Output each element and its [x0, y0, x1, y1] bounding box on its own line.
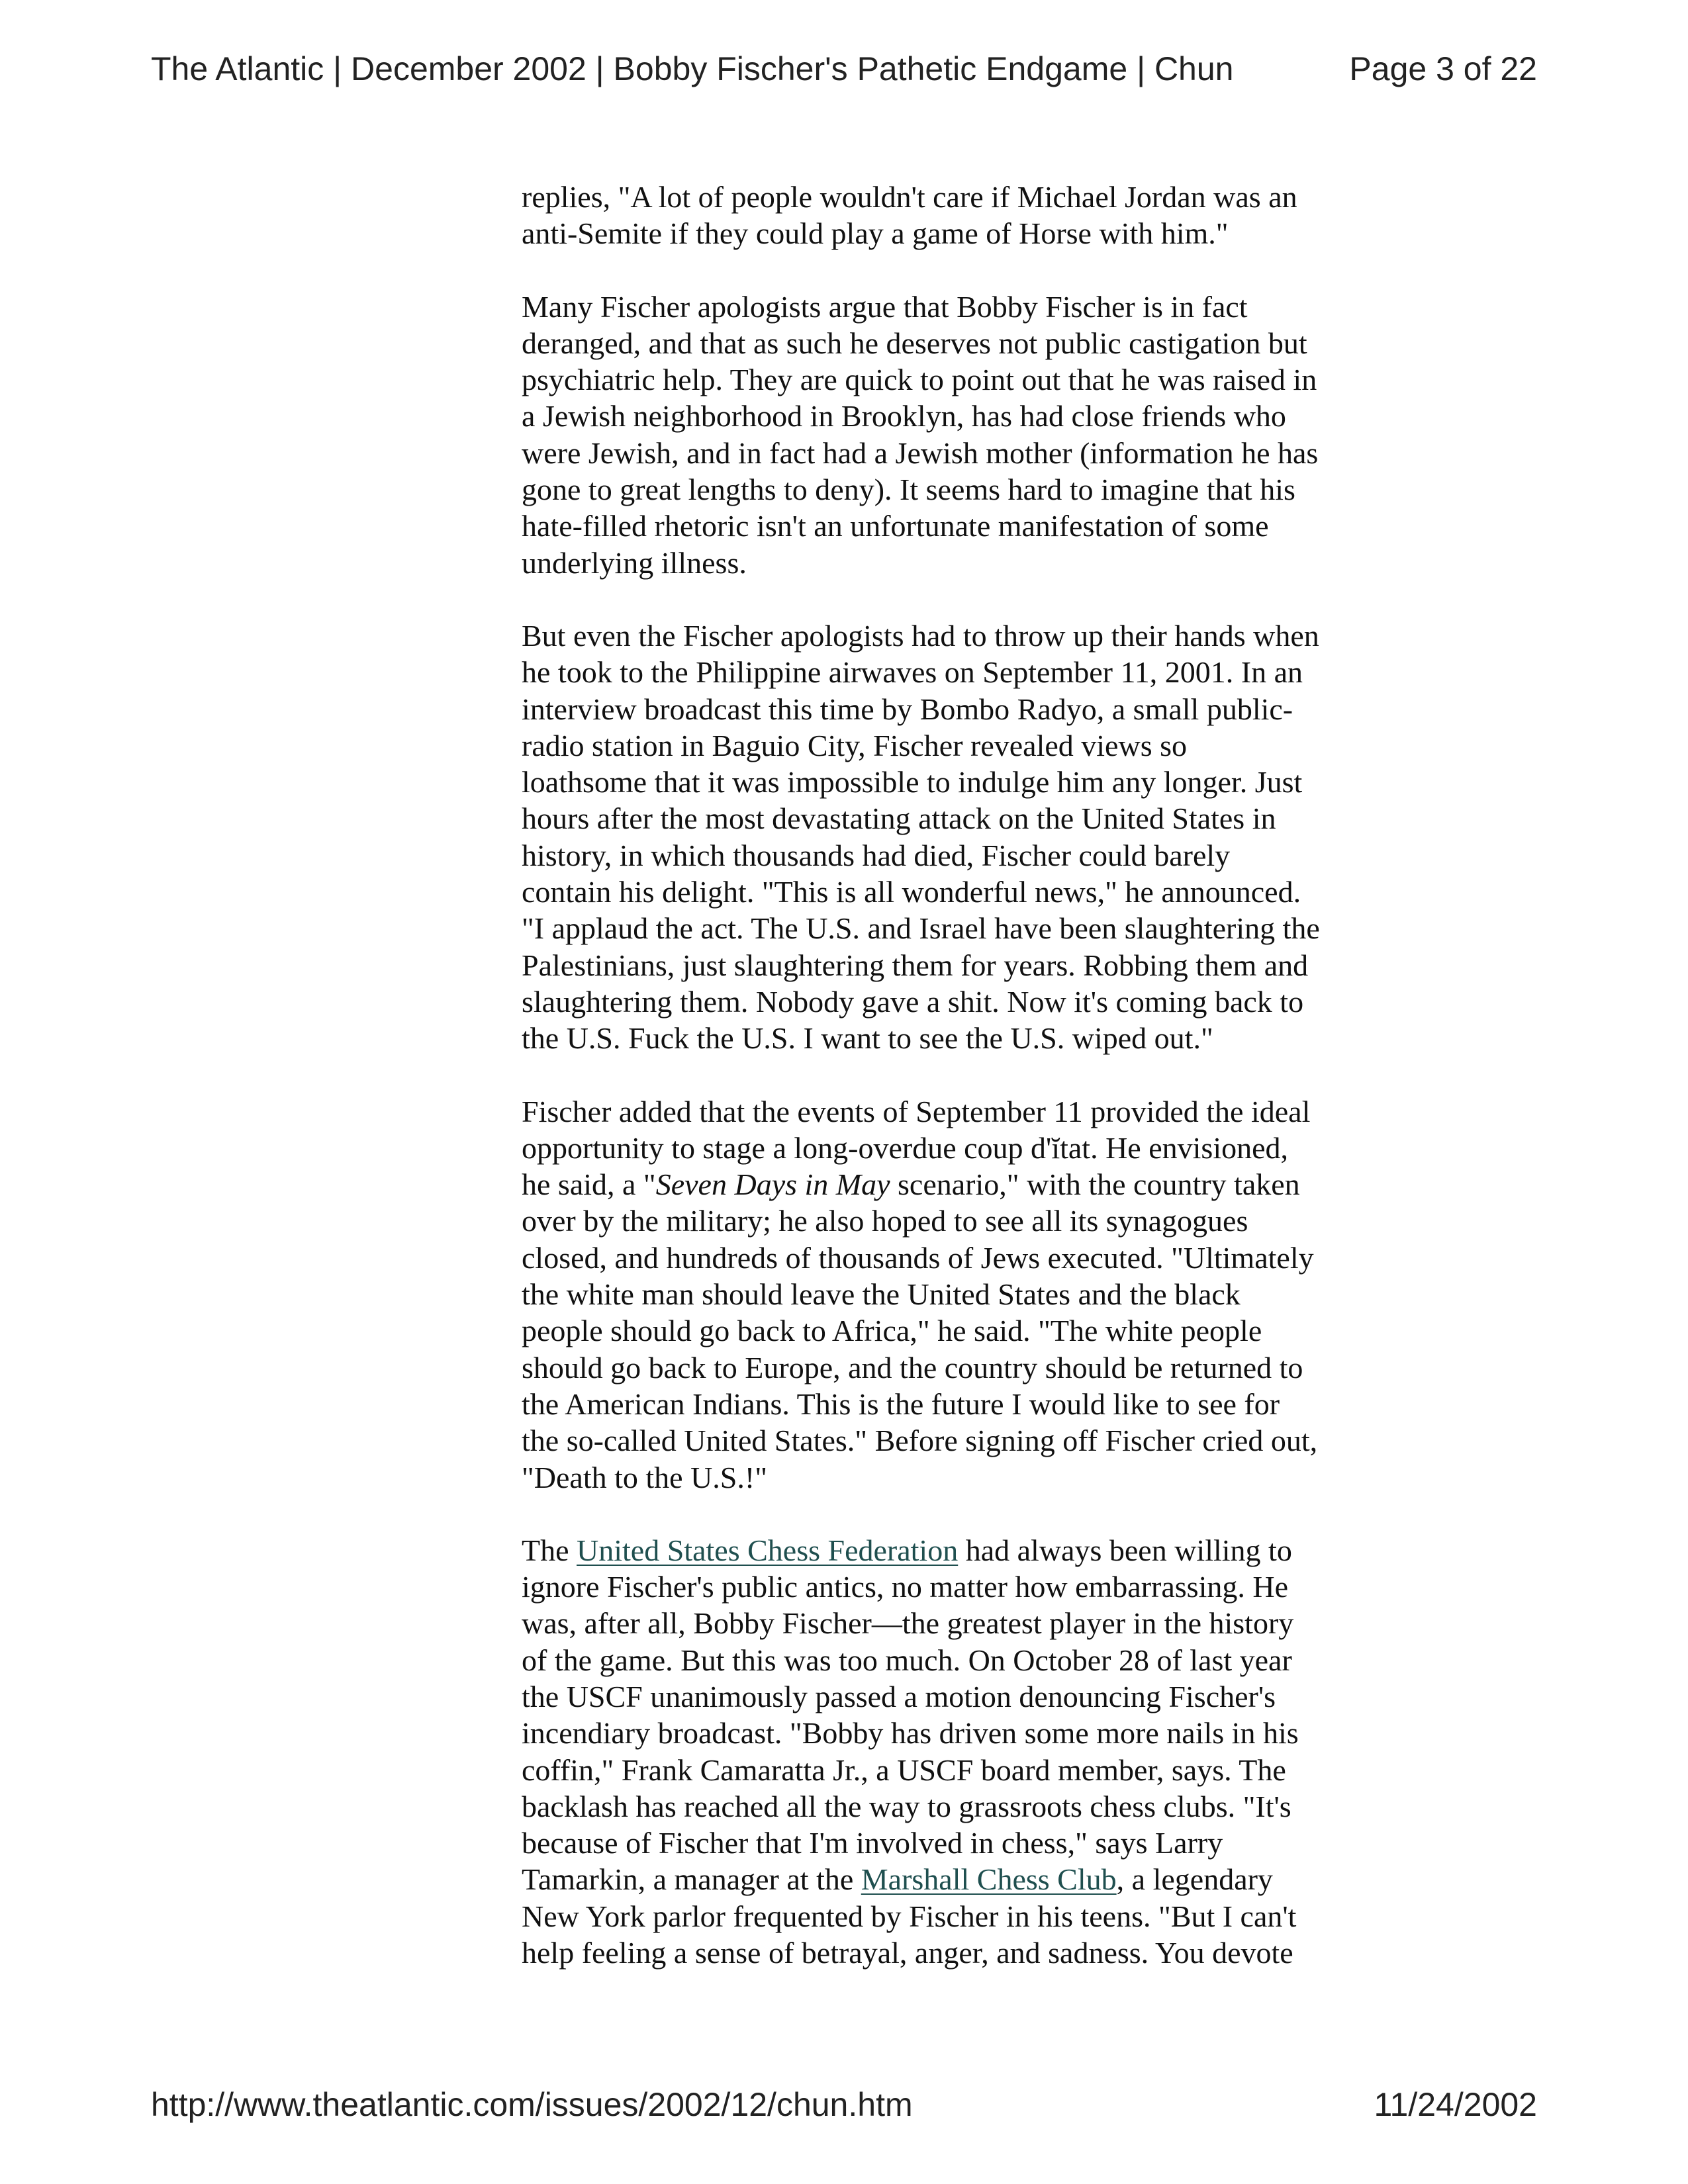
- page-number: Page 3 of 22: [1349, 50, 1537, 87]
- paragraph-4-text-b: scenario," with the country taken over by the military; he also hoped to see all its synagogues closed, and hundreds of thousands of Jews executed. "Ultimately the white man should leave the United States and the black people should go back to Africa," he said. "The white people should go back to Europe, and the country should be returned to the American Indians. This is the future I would like to see for the so-called United States." Before signing off Fischer cried out, "Death to the U.S.!": [522, 1167, 1318, 1494]
- paragraph-5-text-b: had always been willing to ignore Fischer's public antics, no matter how embarrassing. He was, after all, Bobby Fischer—the greatest player in the history of the game. But this was too much. On October 28 of last year the USCF unanimously passed a motion denouncing Fischer's incendiary broadcast. "Bobby has driven some more nails in his coffin," Frank Camaratta Jr., a USCF board member, says. The backlash has reached all the way to grassroots chess clubs. "It's because of Fischer that I'm involved in chess," says Larry Tamarkin, a manager at the: [522, 1533, 1299, 1897]
- paragraph-4-text-a: Fischer added that the events of September 11 provided the ideal opportunity to stage a long-overdue coup d'ĭtat. He envisioned, he said, a ": [522, 1094, 1311, 1202]
- article-body: [522, 179, 1409, 1971]
- film-title: Seven Days in May: [655, 1167, 890, 1202]
- header-title: The Atlantic | December 2002 | Bobby Fischer's Pathetic Endgame | Chun: [151, 50, 1234, 87]
- uscf-link[interactable]: United States Chess Federation: [577, 1533, 959, 1567]
- paragraph-1: replies, "A lot of people wouldn't care if Michael Jordan was an anti-Semite if they could play a game of Horse with him.": [522, 180, 1297, 251]
- paragraph-5-text-c: , a legendary New York parlor frequented by Fischer in his teens. "But I can't help feeling a sense of betrayal, anger, and sadness. You devote: [522, 1862, 1297, 1970]
- paragraph-4: [522, 1093, 1409, 1496]
- paragraph-5: [522, 1532, 1409, 1972]
- marshall-chess-club-link[interactable]: Marshall Chess Club: [861, 1862, 1117, 1897]
- paragraph-2: Many Fischer apologists argue that Bobby Fischer is in fact deranged, and that as such he deserves not public castigation but psychiatric help. They are quick to point out that he was raised in a Jewish neighborhood in Brooklyn, has had close friends who were Jewish, and in fact had a Jewish mother (information he has gone to great lengths to deny). It seems hard to imagine that his hate-filled rhetoric isn't an unfortunate manifestation of some underlying illness.: [522, 289, 1319, 580]
- paragraph-3: But even the Fischer apologists had to throw up their hands when he took to the Philippine airwaves on September 11, 2001. In an interview broadcast this time by Bombo Radyo, a small public- radio station in Baguio City, Fischer revealed views so loathsome that it was impossible to indulge him any longer. Just hours after the most devastating attack on the United States in history, in which thousands had died, Fischer could barely contain his delight. "This is all wonderful news," he announced. "I applaud the act. The U.S. and Israel have been slaughtering the Palestinians, just slaughtering them for years. Robbing them and slaughtering them. Nobody gave a shit. Now it's coming back to the U.S. Fuck the U.S. I want to see the U.S. wiped out.": [522, 618, 1320, 1056]
- source-url: http://www.theatlantic.com/issues/2002/12/chun.htm: [151, 2086, 913, 2123]
- paragraph-5-text-a: The: [522, 1533, 577, 1567]
- page-footer: [151, 2085, 1537, 2124]
- page-header: [151, 49, 1537, 89]
- print-date: 11/24/2002: [1374, 2086, 1537, 2123]
